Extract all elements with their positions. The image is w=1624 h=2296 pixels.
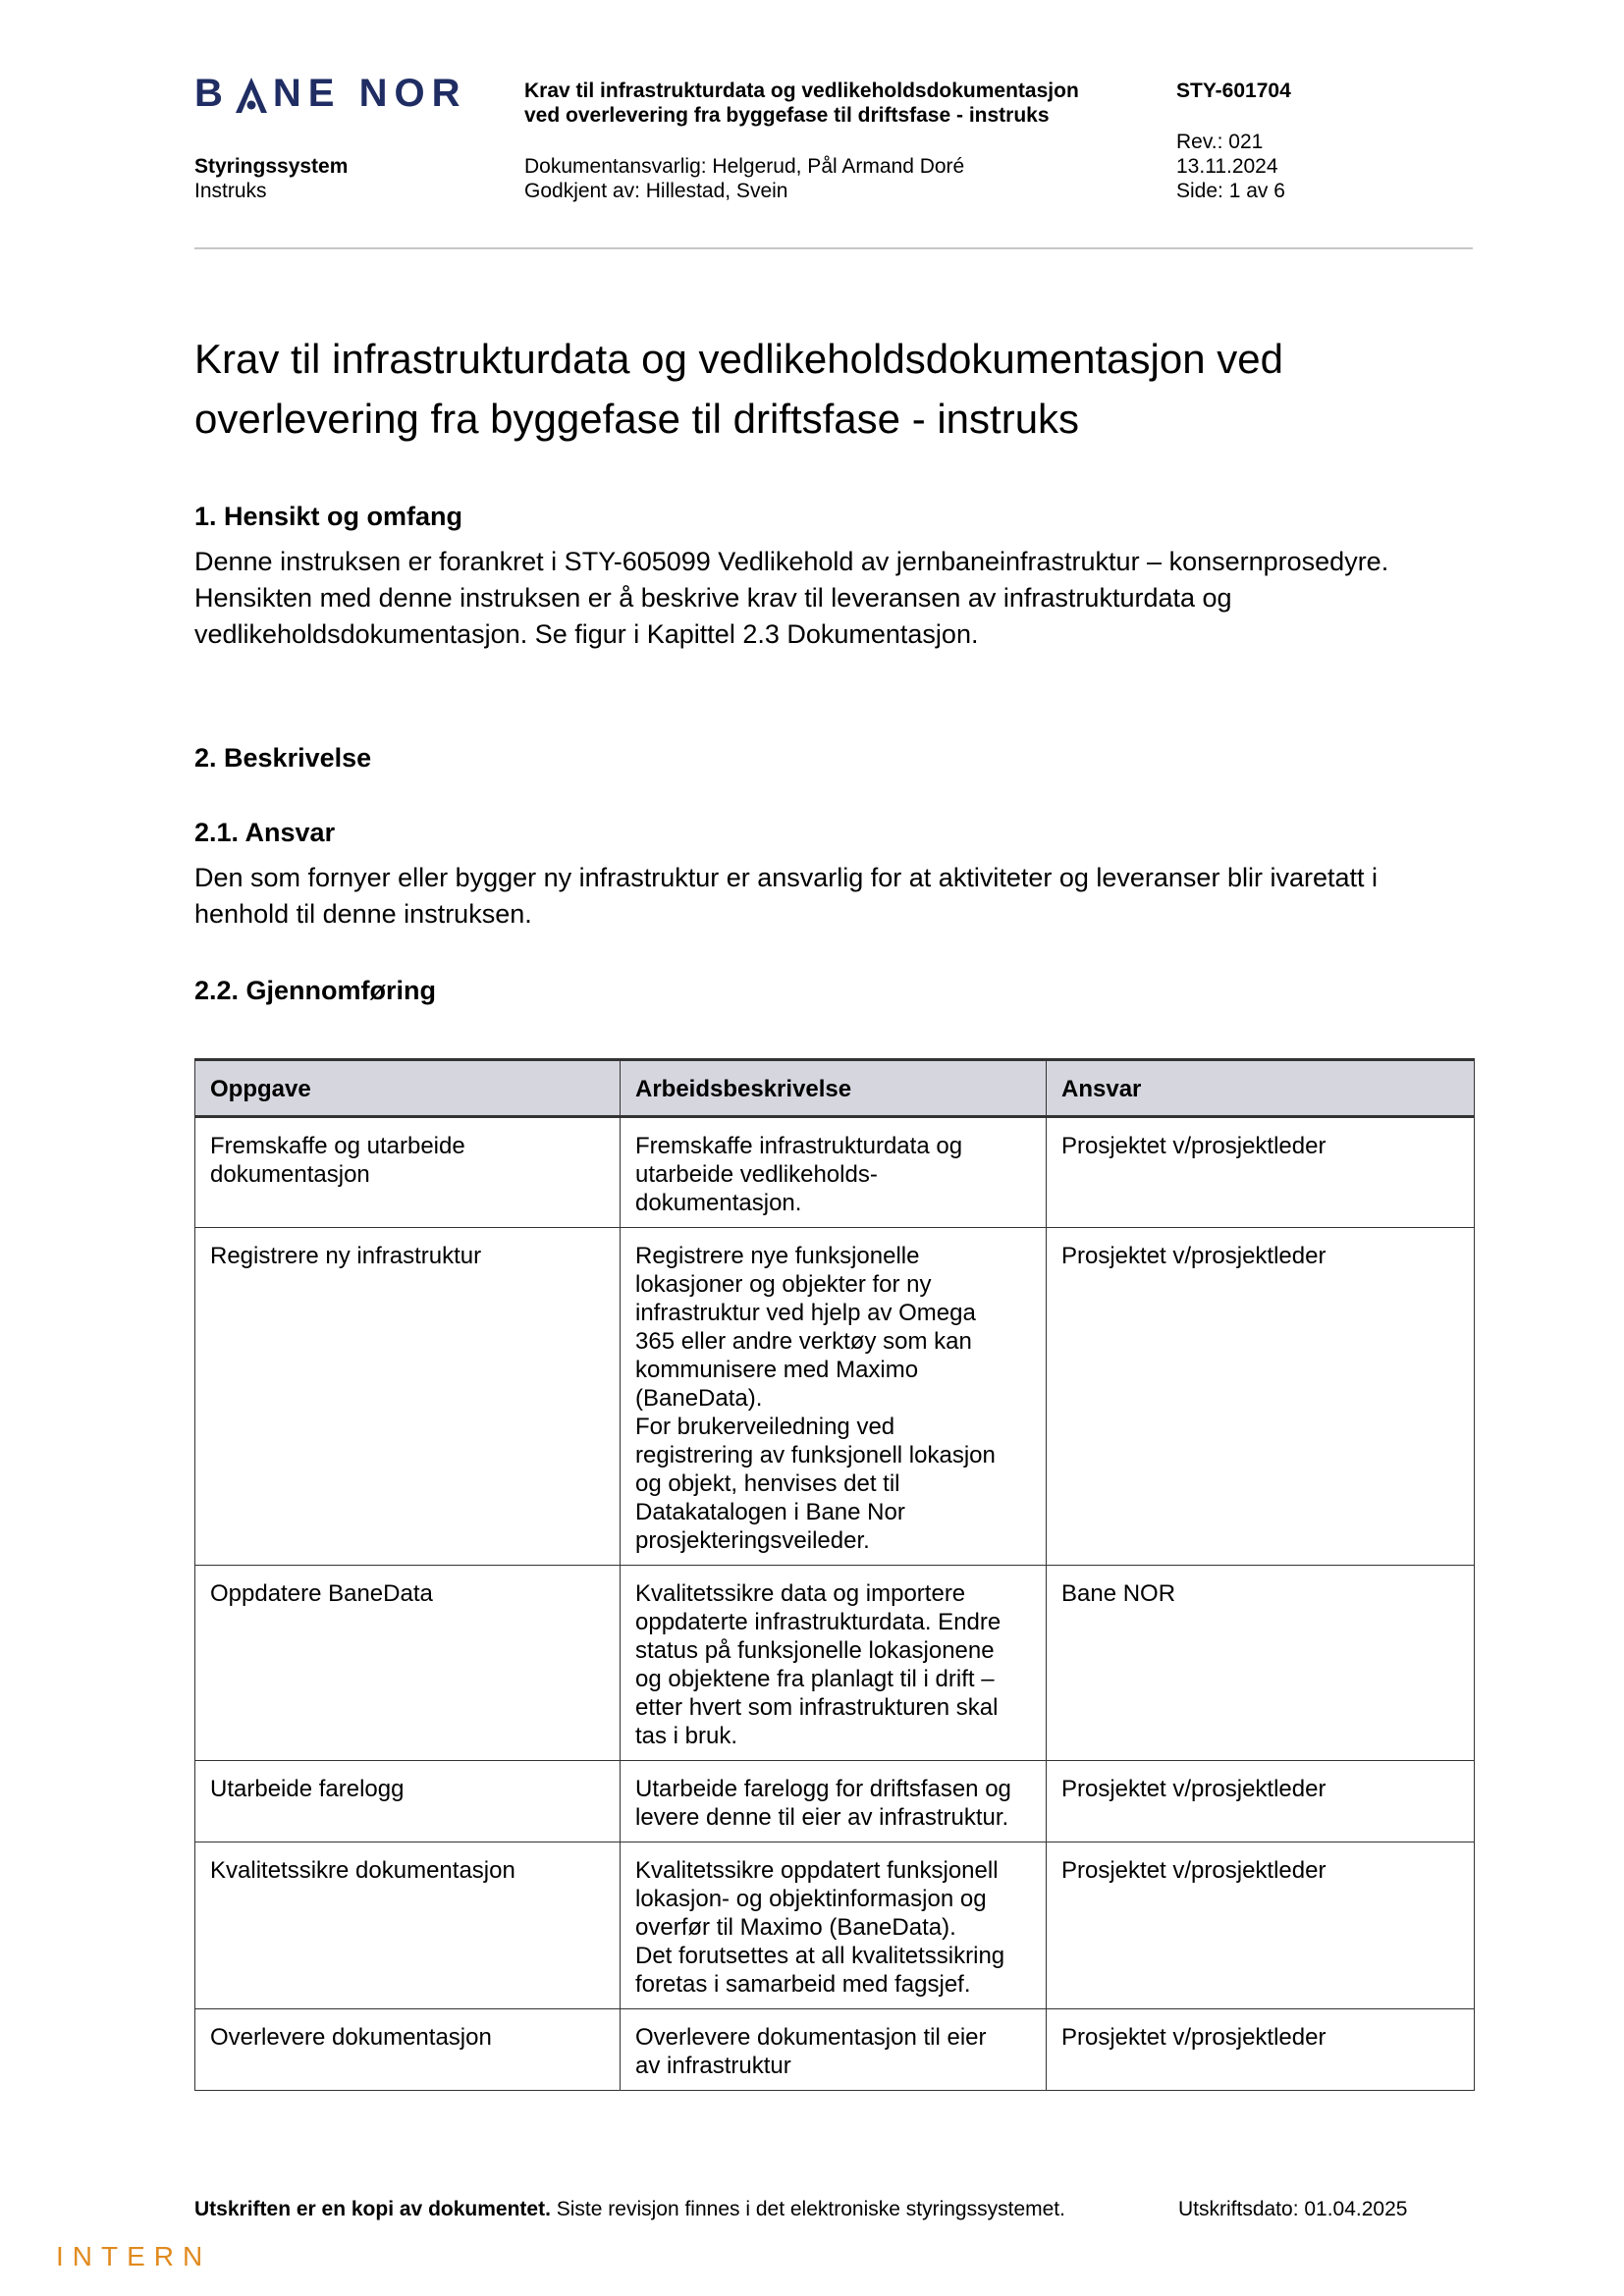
header-revision: Rev.: 021 — [1176, 131, 1264, 153]
column-header-description: Arbeidsbeskrivelse — [621, 1060, 1047, 1117]
document-title — [194, 329, 1471, 449]
cell-line: Kvalitetssikre data og importere — [635, 1580, 966, 1607]
section2-1-text — [194, 860, 1471, 933]
bane-nor-logo — [194, 69, 466, 118]
footer-print-date: Utskriftsdato: 01.04.2025 — [1178, 2198, 1408, 2220]
cell-line: av infrastruktur — [635, 2053, 791, 2079]
footer-copy-bold: Utskriften er en kopi av dokumentet. — [194, 2198, 551, 2220]
table-row — [195, 1842, 1475, 2009]
cell-line: dokumentasjon — [210, 1161, 370, 1188]
cell-responsible — [1047, 1228, 1475, 1566]
section2-1-heading: 2.1. Ansvar — [194, 818, 336, 847]
cell-line: Prosjektet v/prosjektleder — [1061, 1857, 1326, 1884]
cell-line: og objekt, henvises det til — [635, 1470, 900, 1497]
column-header-responsible: Ansvar — [1047, 1060, 1475, 1117]
cell-line: Bane NOR — [1061, 1580, 1176, 1607]
cell-line: tas i bruk. — [635, 1723, 738, 1749]
cell-line: Oppdatere BaneData — [210, 1580, 433, 1607]
cell-line: Utarbeide farelogg for driftsfasen og — [635, 1776, 1011, 1802]
cell-line: prosjekteringsveileder. — [635, 1527, 870, 1554]
cell-line: foretas i samarbeid med fagsjef. — [635, 1971, 971, 1998]
header-page: Side: 1 av 6 — [1176, 180, 1285, 202]
cell-line: Prosjektet v/prosjektleder — [1061, 1776, 1326, 1802]
cell-description — [621, 1566, 1047, 1761]
cell-line: Prosjektet v/prosjektleder — [1061, 1133, 1326, 1159]
logo-mark-icon — [234, 76, 269, 115]
cell-responsible — [1047, 1117, 1475, 1228]
header-doc-id: STY-601704 — [1176, 80, 1291, 102]
section1-line: Denne instruksen er forankret i STY-605099 Vedlikehold av jernbaneinfrastruktur – konsernprosedyre. — [194, 547, 1389, 576]
cell-responsible — [1047, 1761, 1475, 1842]
title-line1: Krav til infrastrukturdata og vedlikeholdsdokumentasjon ved — [194, 336, 1283, 382]
cell-line: (BaneData). — [635, 1385, 763, 1412]
cell-line: Prosjektet v/prosjektleder — [1061, 1243, 1326, 1269]
cell-line: 365 eller andre verktøy som kan — [635, 1328, 972, 1355]
cell-task — [195, 1566, 621, 1761]
section2-2-heading: 2.2. Gjennomføring — [194, 976, 437, 1005]
table-row — [195, 2009, 1475, 2091]
cell-line: lokasjon- og objektinformasjon og — [635, 1886, 987, 1912]
cell-description — [621, 1761, 1047, 1842]
cell-line: Utarbeide farelogg — [210, 1776, 405, 1802]
table-header-row — [195, 1060, 1475, 1117]
cell-line: status på funksjonelle lokasjonene — [635, 1637, 995, 1664]
cell-description — [621, 1228, 1047, 1566]
cell-line: Det forutsettes at all kvalitetssikring — [635, 1943, 1005, 1969]
table-row — [195, 1228, 1475, 1566]
cell-line: Kvalitetssikre dokumentasjon — [210, 1857, 515, 1884]
header-doc-title-line1: Krav til infrastrukturdata og vedlikeholdsdokumentasjon — [524, 80, 1079, 102]
cell-line: Registrere ny infrastruktur — [210, 1243, 482, 1269]
header-system: Styringssystem — [194, 155, 349, 178]
responsibility-table — [194, 1058, 1475, 2091]
section1-text — [194, 544, 1471, 653]
cell-line: Fremskaffe infrastrukturdata og — [635, 1133, 963, 1159]
table-row — [195, 1117, 1475, 1228]
cell-line: lokasjoner og objekter for ny — [635, 1271, 932, 1298]
cell-line: Kvalitetssikre oppdatert funksjonell — [635, 1857, 999, 1884]
cell-line: Overlevere dokumentasjon til eier — [635, 2024, 987, 2051]
cell-responsible — [1047, 2009, 1475, 2091]
cell-task — [195, 1761, 621, 1842]
cell-line: overfør til Maximo (BaneData). — [635, 1914, 956, 1941]
cell-task — [195, 1228, 621, 1566]
cell-description — [621, 2009, 1047, 2091]
logo-text-left: B — [194, 71, 230, 115]
table-row — [195, 1566, 1475, 1761]
cell-line: registrering av funksjonell lokasjon — [635, 1442, 996, 1468]
cell-line: Prosjektet v/prosjektleder — [1061, 2024, 1326, 2051]
cell-line: Datakatalogen i Bane Nor — [635, 1499, 905, 1525]
section2-heading: 2. Beskrivelse — [194, 743, 372, 773]
cell-line: Fremskaffe og utarbeide — [210, 1133, 465, 1159]
classification-label: INTERN — [56, 2241, 212, 2271]
cell-line: oppdaterte infrastrukturdata. Endre — [635, 1609, 1001, 1635]
cell-task — [195, 1842, 621, 2009]
section2-1-line: henhold til denne instruksen. — [194, 899, 532, 929]
cell-responsible — [1047, 1842, 1475, 2009]
section1-line: Hensikten med denne instruksen er å beskrive krav til leveransen av infrastrukturdata og — [194, 583, 1232, 613]
cell-line: etter hvert som infrastrukturen skal — [635, 1694, 999, 1721]
cell-line: utarbeide vedlikeholds- — [635, 1161, 878, 1188]
cell-line: Overlevere dokumentasjon — [210, 2024, 492, 2051]
footer-copy-notice — [194, 2197, 1065, 2221]
cell-line: Registrere nye funksjonelle — [635, 1243, 920, 1269]
header-doc-title-line2: ved overlevering fra byggefase til driftsfase - instruks — [524, 104, 1050, 127]
cell-task — [195, 2009, 621, 2091]
cell-line: levere denne til eier av infrastruktur. — [635, 1804, 1009, 1831]
header-date: 13.11.2024 — [1176, 155, 1278, 178]
cell-line: kommunisere med Maximo — [635, 1357, 919, 1383]
cell-task — [195, 1117, 621, 1228]
header-doc-type: Instruks — [194, 180, 267, 202]
cell-line: For brukerveiledning ved — [635, 1414, 895, 1440]
footer-copy-rest: Siste revisjon finnes i det elektroniske styringssystemet. — [550, 2198, 1065, 2220]
header-responsible: Dokumentansvarlig: Helgerud, Pål Armand Doré — [524, 155, 965, 178]
cell-line: dokumentasjon. — [635, 1190, 802, 1216]
logo-text-right: NE NOR — [272, 71, 467, 115]
header-divider — [194, 247, 1473, 249]
section1-heading: 1. Hensikt og omfang — [194, 502, 463, 531]
title-line2: overlevering fra byggefase til driftsfase - instruks — [194, 396, 1080, 442]
cell-description — [621, 1117, 1047, 1228]
column-header-task: Oppgave — [195, 1060, 621, 1117]
table-row — [195, 1761, 1475, 1842]
cell-description — [621, 1842, 1047, 2009]
cell-line: infrastruktur ved hjelp av Omega — [635, 1300, 976, 1326]
cell-responsible — [1047, 1566, 1475, 1761]
header-approved: Godkjent av: Hillestad, Svein — [524, 180, 788, 202]
section2-1-line: Den som fornyer eller bygger ny infrastruktur er ansvarlig for at aktiviteter og leveranser blir ivaretatt i — [194, 863, 1378, 892]
section1-line: vedlikeholdsdokumentasjon. Se figur i Kapittel 2.3 Dokumentasjon. — [194, 619, 979, 649]
cell-line: og objektene fra planlagt til i drift – — [635, 1666, 995, 1692]
